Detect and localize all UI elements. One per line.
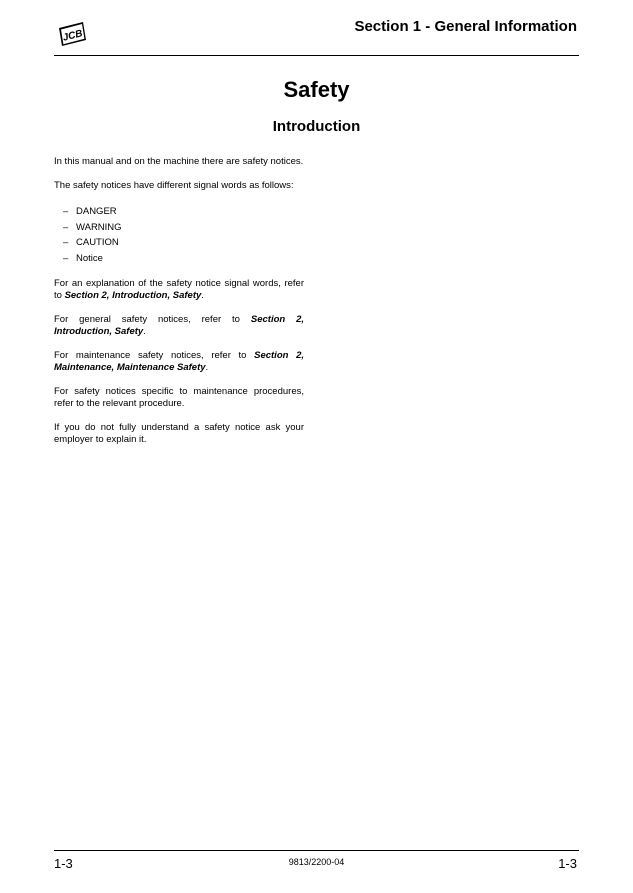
page-subtitle: Introduction [272, 118, 361, 135]
paragraph-intro: In this manual and on the machine there are safety notices. [54, 156, 304, 167]
paragraph-text: . [201, 290, 204, 301]
cross-reference-link[interactable]: Section 2, Introduction, Safety [54, 314, 305, 337]
footer-divider [54, 850, 579, 851]
list-item [54, 251, 304, 267]
paragraph-maintenance-safety [54, 350, 304, 374]
page-number-left: 1-3 [54, 856, 73, 871]
cross-reference-link[interactable]: Section 2, Maintenance, Maintenance Safety [54, 350, 304, 373]
document-number: 9813/2200-04 [288, 857, 345, 867]
section-title: Section 1 - General Information [354, 18, 577, 35]
signal-word: CAUTION [76, 237, 119, 248]
body-text [54, 156, 304, 458]
signal-word: DANGER [76, 206, 117, 217]
paragraph-text: . [205, 362, 209, 373]
paragraph-understand-notice: If you do not fully understand a safety notice ask your employer to explain it. [54, 422, 304, 445]
paragraph-text: For an explanation of the safety notice signal words, refer to [54, 278, 304, 301]
list-item [54, 235, 304, 251]
list-dash: – [63, 237, 69, 248]
page-number-right: 1-3 [558, 856, 577, 871]
list-item [54, 220, 304, 236]
list-dash: – [63, 221, 69, 233]
list-item [54, 204, 304, 220]
signal-word-list [54, 204, 304, 266]
paragraph-procedure-notices: For safety notices specific to maintenance procedures, refer to the relevant procedure. [54, 386, 304, 409]
signal-word: WARNING [76, 221, 122, 233]
paragraph-text: . [143, 326, 146, 337]
paragraph-text: For general safety notices, refer to [54, 314, 251, 325]
list-dash: – [63, 252, 69, 264]
logo-text: JCB [61, 28, 84, 44]
paragraph-signal-words: The safety notices have different signal words as follows: [54, 180, 294, 191]
paragraph-text: For maintenance safety notices, refer to [54, 350, 255, 361]
header-divider [54, 55, 579, 56]
page-title: Safety [283, 77, 350, 102]
signal-word: Notice [76, 252, 103, 264]
jcb-logo [56, 20, 88, 48]
paragraph-signal-explanation [54, 278, 304, 302]
cross-reference-link[interactable]: Section 2, Introduction, Safety [64, 290, 202, 301]
paragraph-general-safety [54, 314, 304, 338]
list-dash: – [63, 206, 69, 217]
